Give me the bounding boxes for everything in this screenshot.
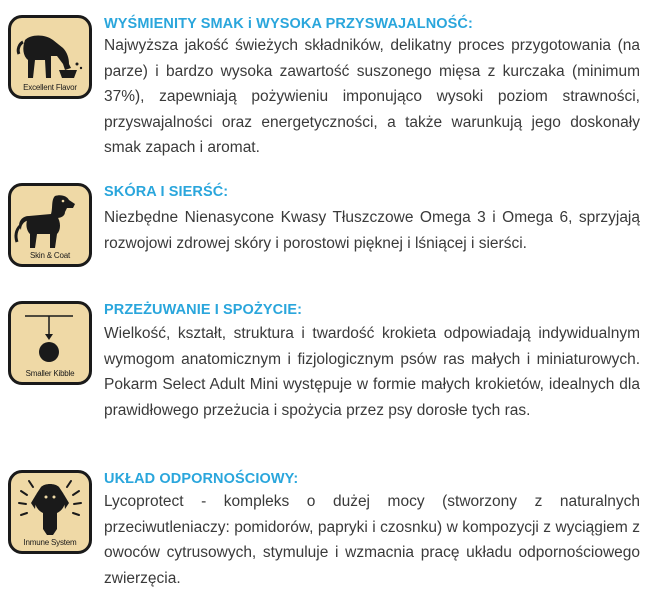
feature-text: Najwyższa jakość świeżych składników, delikatny proces przygotowania (na parze) i bardzo wysoka zawartość suszonego mięsa z kurczaka (minimum 37%), zapewniają pożywieniu imponująco wysoki poziom strawności, przyswajalności oraz energetyczności, a także warunkują jego doskonały smak zapach i aromat. [104, 37, 640, 156]
badge-skin-coat [8, 183, 92, 267]
feature-heading: UKŁAD ODPORNOŚCIOWY: [104, 471, 299, 487]
feature-heading: WYŚMIENITY SMAK i WYSOKA PRZYSWAJALNOŚĆ: [104, 16, 473, 32]
badge-label: Excellent Flavor [23, 83, 77, 92]
badge-smaller-kibble [8, 301, 92, 385]
badge-label: Smaller Kibble [25, 369, 75, 378]
feature-heading: SKÓRA I SIERŚĆ: [104, 184, 229, 200]
badge-excellent-flavor [8, 15, 92, 99]
feature-text: Niezbędne Nienasycone Kwasy Tłuszczowe Omega 3 i Omega 6, sprzyjają rozwojowi zdrowej skóry i porostowi pięknej i lśniącej i sierści. [104, 209, 640, 252]
feature-heading: PRZEŻUWANIE I SPOŻYCIE: [104, 302, 303, 318]
feature-text: Wielkość, kształt, struktura i twardość krokieta odpowiadają indywidualnym wymogom anatomicznym i fizjologicznym psów ras małych i miniaturowych. Pokarm Select Adult Mini występuje w formie małych krokietów, idealnych dla prawidłowego przeżucia i spożycia przez psy dorosłe tych ras. [104, 325, 640, 419]
badge-label: Inmune System [23, 538, 77, 547]
badge-label: Skin & Coat [29, 251, 71, 260]
feature-text: Lycoprotect - kompleks o dużej mocy (stworzony z naturalnych przeciwutleniaczy: pomidorów, papryki i czosnku) w kompozycji z wyciągiem z owoców cytrusowych, stymuluje i wzmacnia pracę układu odpornościowego zwierzęcia. [104, 493, 640, 587]
badge-inmune-system [8, 470, 92, 554]
